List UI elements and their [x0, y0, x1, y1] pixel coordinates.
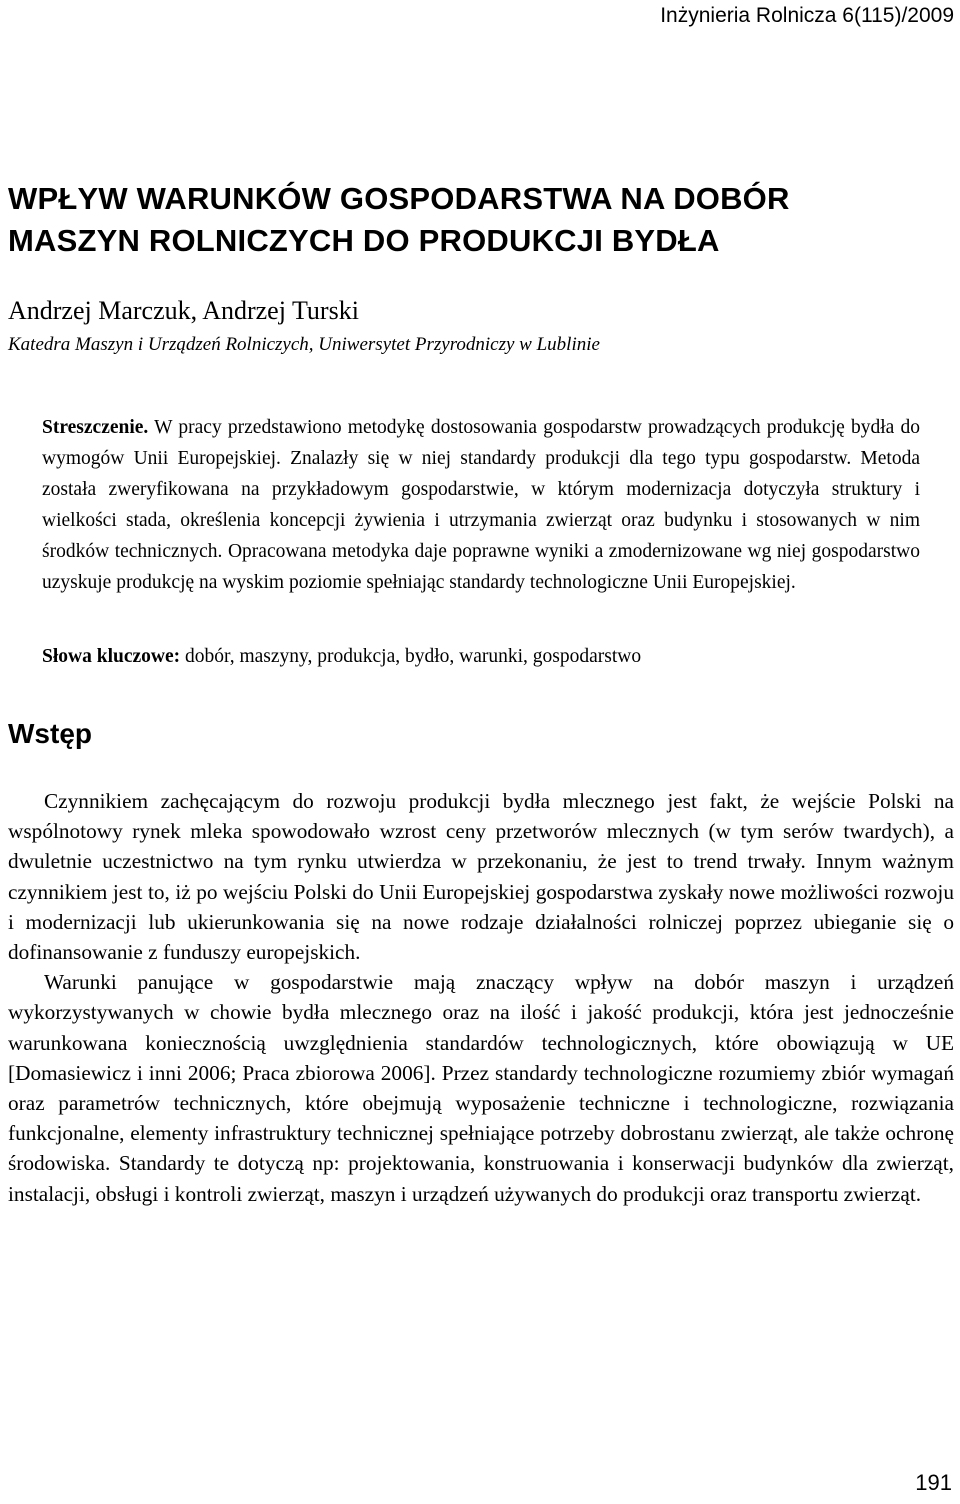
abstract-text: W pracy przedstawiono metodykę dostosowania gospodarstw prowadzących produkcję bydła do wymogów Unii Europejskiej. Znalazły się w niej standardy produkcji dla tego typu gospodarstw. Metoda została zweryfikowana na przykładowym gospodarstwie, w którym modernizacja dotyczyła struktury i wielkości stada, określenia koncepcji żywienia i utrzymania zwierząt oraz budynku i stosowanych w nim środków technicznych. Opracowana metodyka daje poprawne wyniki a zmodernizowane wg niej gospodarstwo uzyskuje produkcję na wyskim poziomie spełniając standardy technologiczne Unii Europejskiej. — [42, 417, 920, 593]
keywords — [42, 646, 641, 668]
paragraph: Warunki panujące w gospodarstwie mają znaczący wpływ na dobór maszyn i urządzeń wykorzystywanych w chowie bydła mlecznego oraz na ilość i jakość produkcji, która jest jednocześnie warunkowana koniecznością uwzględnienia standardów technologicznych, które obowiązują w UE [Domasiewicz i inni 2006; Praca zbiorowa 2006]. Przez standardy technologiczne rozumiemy zbiór wymagań oraz parametrów technicznych, które obejmują wyposażenie techniczne i technologiczne, rozwiązania funkcjonalne, elementy infrastruktury technicznej spełniające potrzeby dobrostanu zwierząt, ale także ochronę środowiska. Standardy te dotyczą np: projektowania, konstruowania i konserwacji budynków dla zwierząt, instalacji, obsługi i kontroli zwierząt, maszyn i urządzeń używanych do produkcji oraz transportu zwierząt. — [8, 970, 954, 1206]
affiliation: Katedra Maszyn i Urządzeń Rolniczych, Uniwersytet Przyrodniczy w Lublinie — [8, 334, 600, 355]
paper-title — [8, 178, 948, 262]
body-text — [8, 786, 954, 1209]
journal-header: Inżynieria Rolnicza 6(115)/2009 — [660, 4, 954, 27]
paragraph: Czynnikiem zachęcającym do rozwoju produkcji bydła mlecznego jest fakt, że wejście Polski na wspólnotowy rynek mleka spowodowało wzrost ceny przetworów mlecznych (w tym serów twardych), a dwuletnie uczestnictwo na tym rynku utwierdza w przekonaniu, że jest to trend trwały. Innym ważnym czynnikiem jest to, iż po wejściu Polski do Unii Europejskiej gospodarstwa zyskały nowe możliwości rozwoju i modernizacji lub ukierunkowania się na nowe rodzaje działalności rolniczej poprzez ubieganie się o dofinansowanie z funduszy europejskich. — [8, 789, 954, 965]
authors: Andrzej Marczuk, Andrzej Turski — [8, 296, 359, 325]
keywords-text: dobór, maszyny, produkcja, bydło, warunki, gospodarstwo — [185, 646, 642, 667]
abstract — [42, 412, 920, 598]
title-line-1: WPŁYW WARUNKÓW GOSPODARSTWA NA DOBÓR — [8, 181, 790, 216]
page-number: 191 — [915, 1470, 952, 1495]
keywords-label: Słowa kluczowe: — [42, 646, 181, 667]
abstract-label: Streszczenie. — [42, 417, 149, 438]
title-line-2: MASZYN ROLNICZYCH DO PRODUKCJI BYDŁA — [8, 223, 720, 258]
section-heading: Wstęp — [8, 718, 92, 749]
